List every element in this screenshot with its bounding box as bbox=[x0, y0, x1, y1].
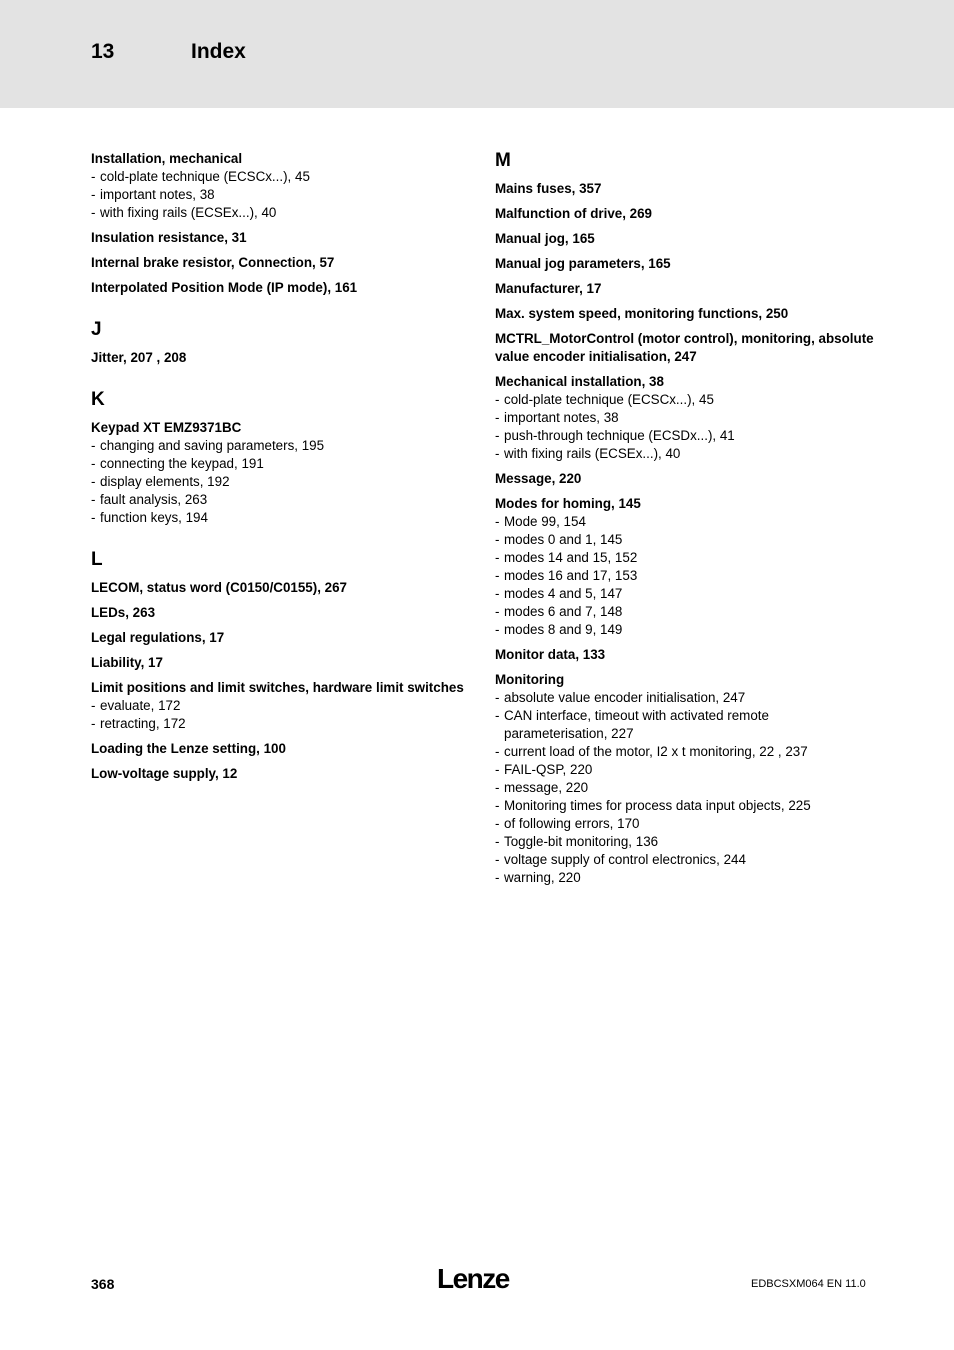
subentry-dash: - bbox=[495, 532, 500, 547]
subentry-dash: - bbox=[91, 169, 96, 184]
index-entry bbox=[495, 305, 875, 323]
index-subentry bbox=[91, 204, 476, 222]
index-entry bbox=[91, 150, 476, 222]
index-entry bbox=[91, 765, 476, 783]
index-entry bbox=[495, 205, 875, 223]
index-subentry bbox=[495, 707, 875, 743]
subentry-dash: - bbox=[91, 698, 96, 713]
index-subentry-text: of following errors, 170 bbox=[504, 816, 640, 831]
index-subentry-text: fault analysis, 263 bbox=[100, 492, 208, 507]
subentry-dash: - bbox=[495, 446, 500, 461]
index-entry-term: Manual jog, 165 bbox=[495, 231, 595, 246]
index-subentry bbox=[495, 409, 875, 427]
index-subentry-text: cold-plate technique (ECSCx...), 45 bbox=[504, 392, 714, 407]
subentry-dash: - bbox=[91, 205, 96, 220]
index-entry bbox=[91, 419, 476, 527]
index-entry-term: Max. system speed, monitoring functions, 250 bbox=[495, 306, 789, 321]
index-subentry bbox=[495, 621, 875, 639]
index-entry-term: Liability, 17 bbox=[91, 655, 163, 670]
page-number: 368 bbox=[91, 1276, 115, 1292]
index-entry bbox=[495, 495, 875, 639]
index-subentry bbox=[91, 509, 476, 527]
index-subentry bbox=[91, 186, 476, 204]
index-subentry-text: retracting, 172 bbox=[100, 716, 186, 731]
subentry-dash: - bbox=[495, 762, 500, 777]
index-entry-term: Installation, mechanical bbox=[91, 151, 243, 166]
index-subentry bbox=[495, 427, 875, 445]
subentry-dash: - bbox=[495, 550, 500, 565]
document-code: EDBCSXM064 EN 11.0 bbox=[751, 1278, 866, 1290]
index-subentry-text: changing and saving parameters, 195 bbox=[100, 438, 325, 453]
index-subentry-text: modes 0 and 1, 145 bbox=[504, 532, 623, 547]
index-subentry-text: cold-plate technique (ECSCx...), 45 bbox=[100, 169, 310, 184]
index-entry-term: Jitter, 207 , 208 bbox=[91, 350, 187, 365]
index-subentry-text: CAN interface, timeout with activated remote parameterisation, 227 bbox=[504, 708, 769, 741]
index-subentry-text: modes 8 and 9, 149 bbox=[504, 622, 623, 637]
index-letter-heading: K bbox=[91, 389, 105, 410]
subentry-dash: - bbox=[495, 690, 500, 705]
index-column-right bbox=[495, 150, 875, 894]
index-subentry bbox=[495, 567, 875, 585]
subentry-dash: - bbox=[91, 492, 96, 507]
index-subentry-text: modes 16 and 17, 153 bbox=[504, 568, 638, 583]
index-column-left bbox=[91, 150, 476, 790]
subentry-dash: - bbox=[495, 392, 500, 407]
index-entry bbox=[91, 229, 476, 247]
index-entry-term: Monitoring bbox=[495, 672, 565, 687]
index-subentry bbox=[495, 851, 875, 869]
subentry-dash: - bbox=[91, 510, 96, 525]
index-entry bbox=[495, 671, 875, 887]
subentry-dash: - bbox=[495, 798, 500, 813]
index-subentry-text: Monitoring times for process data input objects, 225 bbox=[504, 798, 811, 813]
index-subentry bbox=[91, 455, 476, 473]
index-entry-term: Loading the Lenze setting, 100 bbox=[91, 741, 286, 756]
subentry-dash: - bbox=[495, 834, 500, 849]
index-subentry-text: message, 220 bbox=[504, 780, 589, 795]
index-entry-term: Keypad XT EMZ9371BC bbox=[91, 420, 242, 435]
subentry-dash: - bbox=[495, 410, 500, 425]
index-subentry-text: function keys, 194 bbox=[100, 510, 208, 525]
index-entry bbox=[91, 604, 476, 622]
subentry-dash: - bbox=[91, 716, 96, 731]
index-subentry bbox=[495, 513, 875, 531]
subentry-dash: - bbox=[495, 622, 500, 637]
index-entry-term: Monitor data, 133 bbox=[495, 647, 606, 662]
index-entry-term: Modes for homing, 145 bbox=[495, 496, 641, 511]
index-subentry bbox=[91, 697, 476, 715]
index-entry bbox=[91, 629, 476, 647]
index-entry bbox=[91, 740, 476, 758]
index-entry bbox=[495, 470, 875, 488]
index-letter-heading: M bbox=[495, 150, 511, 171]
index-subentry-text: important notes, 38 bbox=[504, 410, 619, 425]
index-entry bbox=[495, 330, 875, 366]
index-subentry-text: absolute value encoder initialisation, 247 bbox=[504, 690, 746, 705]
index-entry-term: Malfunction of drive, 269 bbox=[495, 206, 652, 221]
index-subentry-text: Toggle-bit monitoring, 136 bbox=[504, 834, 659, 849]
subentry-dash: - bbox=[495, 816, 500, 831]
index-subentry bbox=[495, 391, 875, 409]
index-entry-term: LECOM, status word (C0150/C0155), 267 bbox=[91, 580, 347, 595]
index-entry-term: Message, 220 bbox=[495, 471, 582, 486]
index-subentry-text: modes 14 and 15, 152 bbox=[504, 550, 638, 565]
index-entry bbox=[91, 679, 476, 733]
index-subentry-text: connecting the keypad, 191 bbox=[100, 456, 264, 471]
index-entry-term: Interpolated Position Mode (IP mode), 161 bbox=[91, 280, 358, 295]
index-entry bbox=[495, 373, 875, 463]
lenze-logo bbox=[435, 1262, 517, 1294]
index-subentry bbox=[495, 603, 875, 621]
index-entry-term: Internal brake resistor, Connection, 57 bbox=[91, 255, 335, 270]
index-subentry-text: current load of the motor, I2 x t monitoring, 22 , 237 bbox=[504, 744, 808, 759]
index-entry-term: Limit positions and limit switches, hardware limit switches bbox=[91, 680, 464, 695]
index-entry bbox=[91, 254, 476, 272]
index-subentry-text: with fixing rails (ECSEx...), 40 bbox=[100, 205, 277, 220]
index-subentry-text: push-through technique (ECSDx...), 41 bbox=[504, 428, 735, 443]
index-entry bbox=[91, 349, 476, 367]
subentry-dash: - bbox=[91, 474, 96, 489]
chapter-header bbox=[0, 0, 954, 108]
index-subentry-text: with fixing rails (ECSEx...), 40 bbox=[504, 446, 681, 461]
index-subentry-text: FAIL-QSP, 220 bbox=[504, 762, 593, 777]
index-subentry bbox=[495, 531, 875, 549]
index-entry bbox=[495, 255, 875, 273]
index-subentry-text: evaluate, 172 bbox=[100, 698, 181, 713]
index-subentry bbox=[91, 437, 476, 455]
index-subentry bbox=[495, 743, 875, 761]
index-entry bbox=[91, 279, 476, 297]
chapter-title: Index bbox=[191, 40, 246, 63]
subentry-dash: - bbox=[495, 780, 500, 795]
index-subentry bbox=[495, 869, 875, 887]
subentry-dash: - bbox=[91, 187, 96, 202]
lenze-logo-text: Lenze bbox=[437, 1263, 509, 1294]
index-letter-heading: L bbox=[91, 549, 103, 570]
index-subentry bbox=[91, 473, 476, 491]
index-subentry bbox=[495, 779, 875, 797]
subentry-dash: - bbox=[495, 708, 500, 723]
index-subentry bbox=[91, 168, 476, 186]
index-subentry-text: important notes, 38 bbox=[100, 187, 215, 202]
index-entry-term: MCTRL_MotorControl (motor control), monitoring, absolute value encoder initialisation, 247 bbox=[495, 331, 874, 364]
index-entry-term: Mechanical installation, 38 bbox=[495, 374, 664, 389]
subentry-dash: - bbox=[495, 852, 500, 867]
index-subentry bbox=[495, 833, 875, 851]
index-subentry-text: warning, 220 bbox=[504, 870, 581, 885]
index-subentry bbox=[91, 715, 476, 733]
index-entry-term: Manual jog parameters, 165 bbox=[495, 256, 671, 271]
subentry-dash: - bbox=[91, 438, 96, 453]
index-entry-term: Insulation resistance, 31 bbox=[91, 230, 247, 245]
index-entry bbox=[91, 654, 476, 672]
index-subentry-text: Mode 99, 154 bbox=[504, 514, 586, 529]
index-entry bbox=[495, 230, 875, 248]
index-entry-term: Legal regulations, 17 bbox=[91, 630, 225, 645]
index-subentry bbox=[495, 797, 875, 815]
index-subentry-text: display elements, 192 bbox=[100, 474, 230, 489]
index-entry-term: LEDs, 263 bbox=[91, 605, 156, 620]
index-subentry bbox=[91, 491, 476, 509]
index-entry bbox=[495, 646, 875, 664]
index-entry bbox=[91, 579, 476, 597]
subentry-dash: - bbox=[495, 604, 500, 619]
index-subentry-text: voltage supply of control electronics, 244 bbox=[504, 852, 746, 867]
index-subentry bbox=[495, 549, 875, 567]
index-subentry bbox=[495, 689, 875, 707]
index-entry bbox=[495, 280, 875, 298]
index-letter-heading: J bbox=[91, 319, 102, 340]
index-subentry-text: modes 6 and 7, 148 bbox=[504, 604, 623, 619]
subentry-dash: - bbox=[495, 744, 500, 759]
index-entry-term: Manufacturer, 17 bbox=[495, 281, 602, 296]
subentry-dash: - bbox=[495, 514, 500, 529]
subentry-dash: - bbox=[495, 870, 500, 885]
index-entry-term: Low-voltage supply, 12 bbox=[91, 766, 238, 781]
chapter-number: 13 bbox=[91, 40, 115, 63]
index-subentry bbox=[495, 585, 875, 603]
subentry-dash: - bbox=[91, 456, 96, 471]
index-subentry bbox=[495, 815, 875, 833]
index-entry-term: Mains fuses, 357 bbox=[495, 181, 602, 196]
index-subentry bbox=[495, 445, 875, 463]
index-subentry bbox=[495, 761, 875, 779]
subentry-dash: - bbox=[495, 428, 500, 443]
subentry-dash: - bbox=[495, 586, 500, 601]
index-entry bbox=[495, 180, 875, 198]
subentry-dash: - bbox=[495, 568, 500, 583]
index-subentry-text: modes 4 and 5, 147 bbox=[504, 586, 623, 601]
